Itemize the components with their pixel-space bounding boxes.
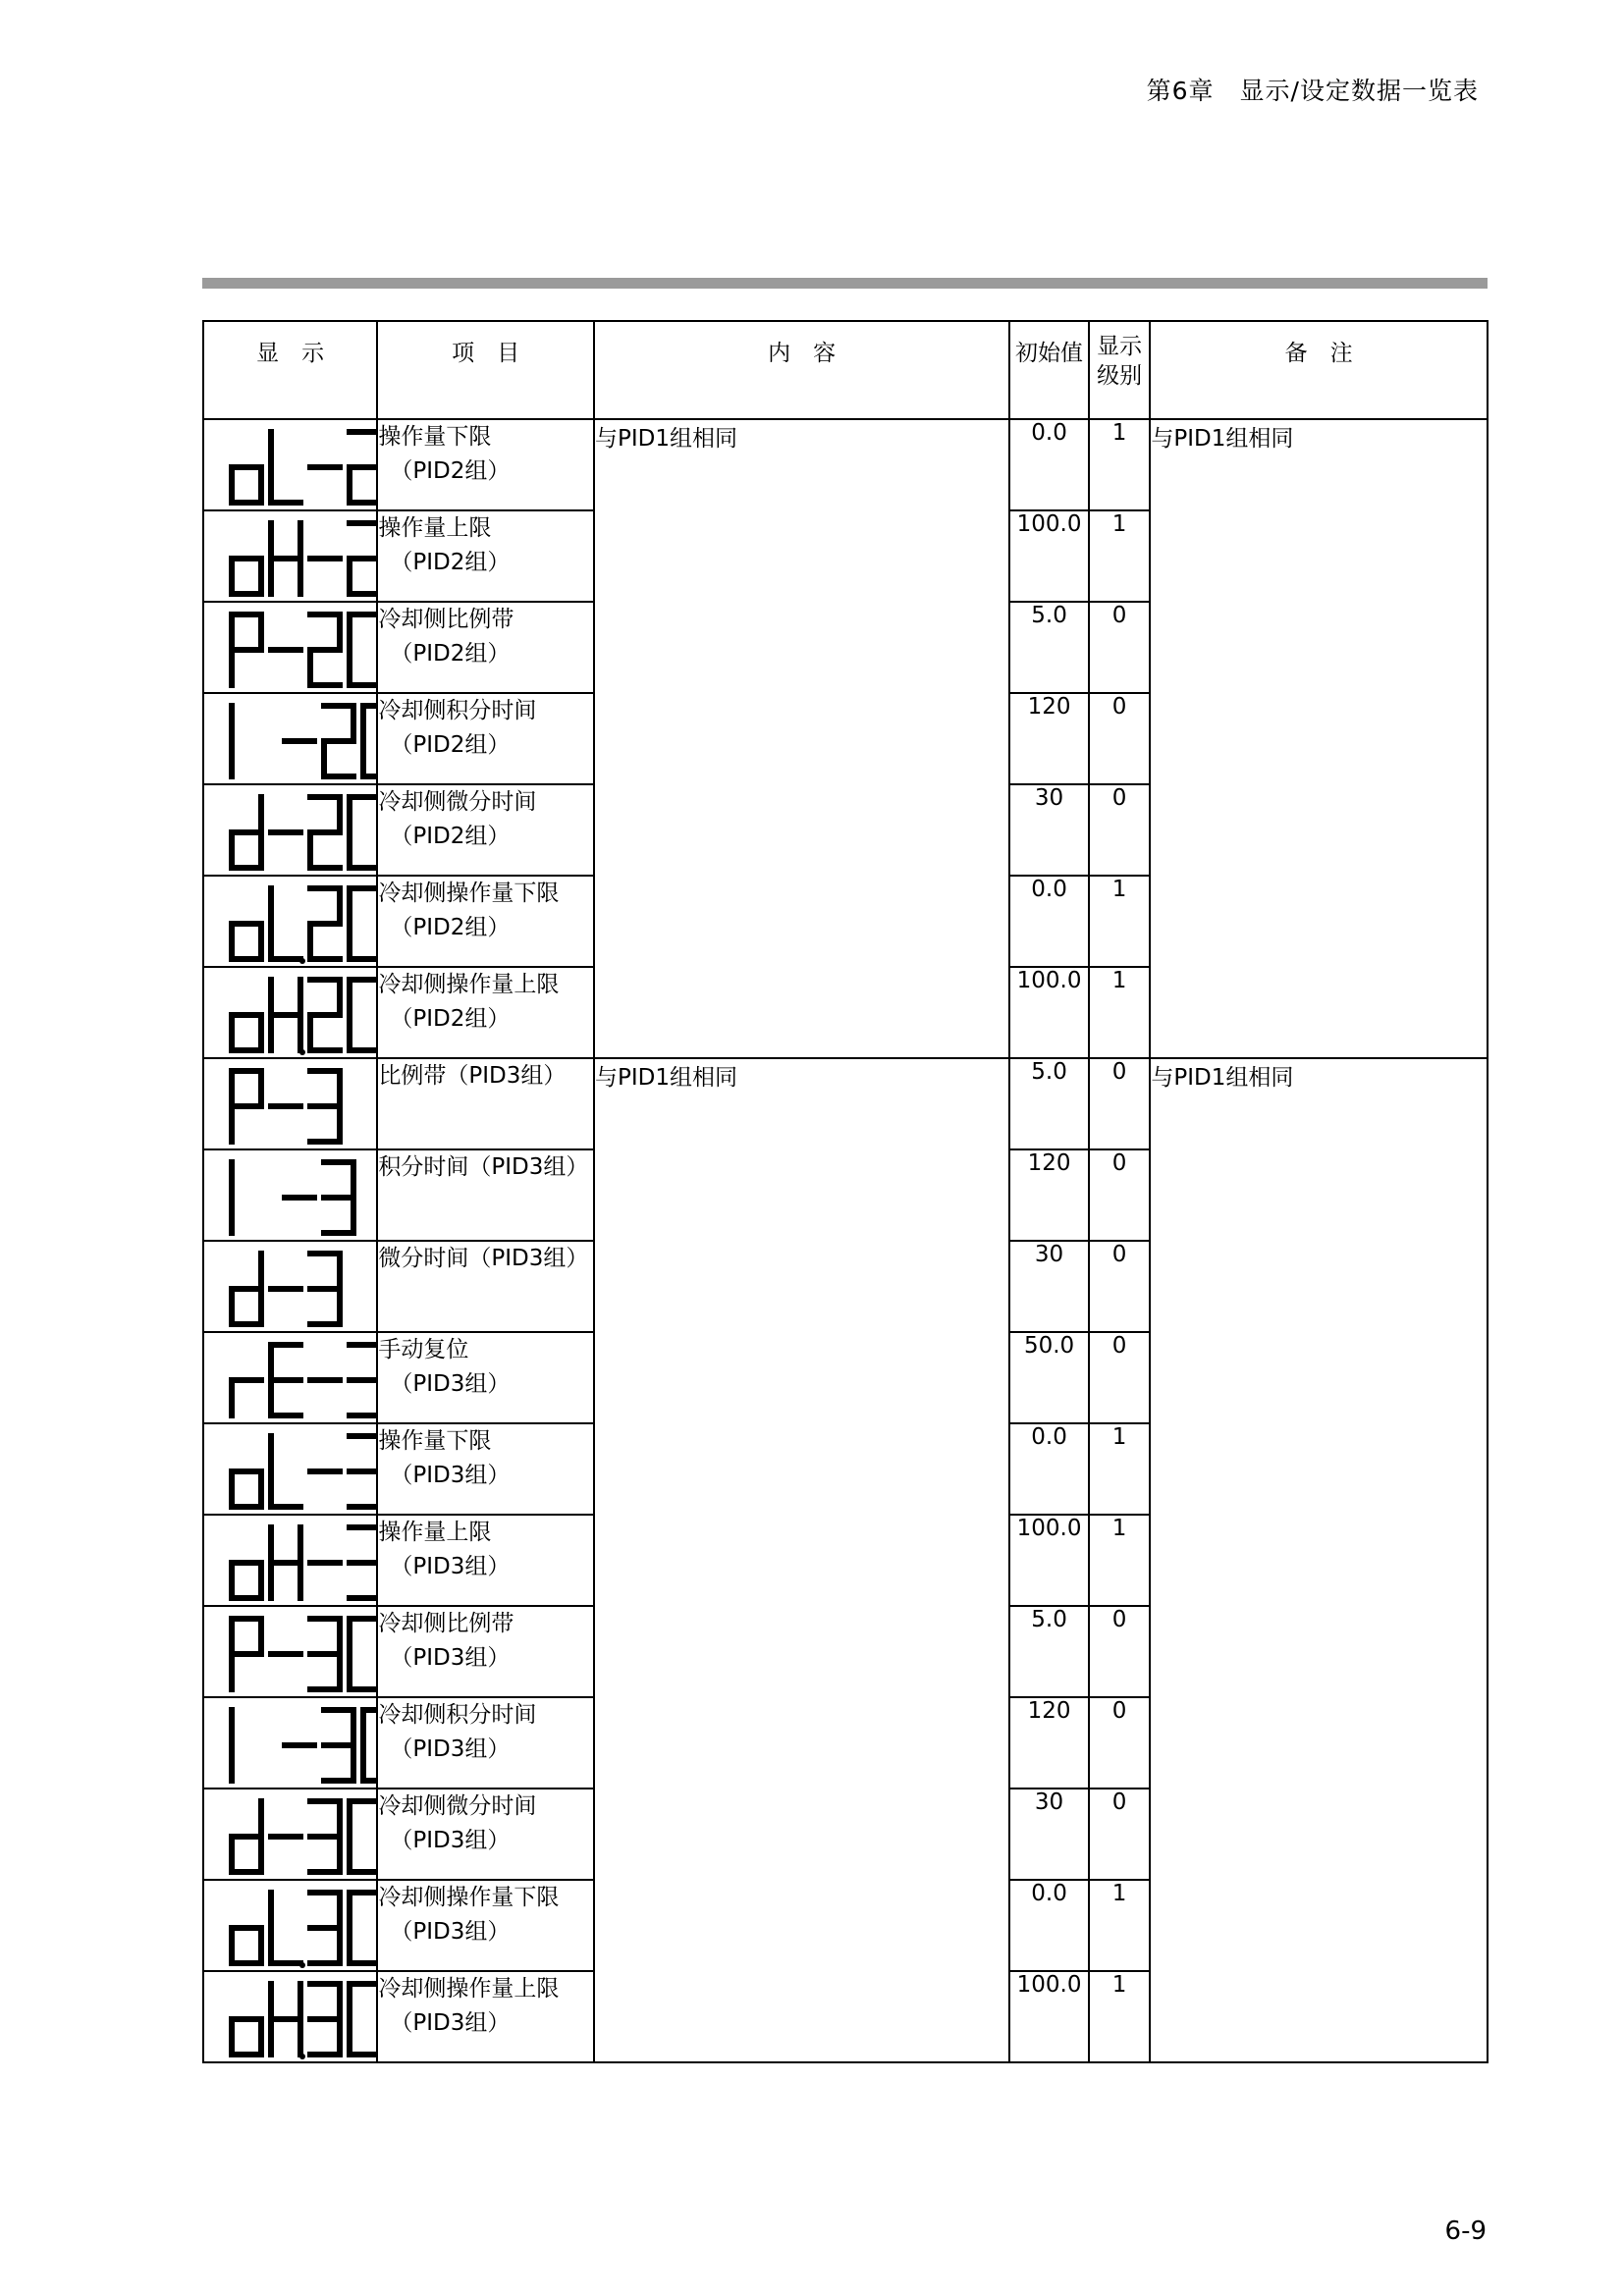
initial-value-cell: 120: [1009, 693, 1089, 784]
initial-value-cell: 100.0: [1009, 510, 1089, 602]
item-label: 冷却侧操作量上限: [378, 1976, 560, 2002]
display-code-cell: [203, 1880, 377, 1971]
item-label: 冷却侧积分时间: [378, 1702, 537, 1728]
header-note: 备 注: [1150, 321, 1488, 419]
display-level-cell: 0: [1089, 1332, 1150, 1423]
display-level-cell: 0: [1089, 1241, 1150, 1332]
item-cell: [377, 1697, 594, 1789]
item-cell: [377, 1971, 594, 2062]
item-cell: [377, 1058, 594, 1149]
display-level-cell: 0: [1089, 1789, 1150, 1880]
item-label: 手动复位: [378, 1337, 469, 1362]
display-level-cell: 1: [1089, 419, 1150, 510]
page-number: 6-9: [1444, 2216, 1487, 2246]
segment-dot: [299, 2054, 305, 2059]
lcd-code-glyph: [204, 694, 377, 783]
display-code-cell: [203, 510, 377, 602]
lcd-code-glyph: [204, 1424, 377, 1514]
segment-dot: [299, 1049, 305, 1055]
lcd-code-glyph: [204, 1972, 377, 2061]
display-code-cell: [203, 967, 377, 1058]
display-code-cell: [203, 602, 377, 693]
lcd-code-glyph: [204, 1150, 377, 1240]
lcd-code-glyph: [204, 1516, 377, 1605]
item-label: 操作量下限: [378, 1428, 492, 1454]
display-level-cell: 0: [1089, 784, 1150, 876]
display-code-cell: [203, 1789, 377, 1880]
display-level-cell: 1: [1089, 1880, 1150, 1971]
item-group-label: （PID3组）: [390, 2010, 511, 2036]
display-code-cell: [203, 1241, 377, 1332]
initial-value-cell: 0.0: [1009, 876, 1089, 967]
item-label: 冷却侧操作量下限: [378, 1885, 560, 1910]
item-cell: [377, 1789, 594, 1880]
item-group-label: （PID3组）: [390, 1645, 511, 1671]
segment-dot: [299, 958, 305, 964]
item-group-label: （PID3组）: [390, 1736, 511, 1762]
lcd-code-glyph: [204, 1059, 377, 1148]
lcd-code-glyph: [204, 420, 377, 509]
item-label: 积分时间（PID3组）: [378, 1154, 589, 1180]
item-group-label: （PID2组）: [390, 915, 511, 940]
note-cell: 与PID1组相同: [1150, 419, 1488, 1058]
lcd-code-glyph: [204, 877, 377, 966]
item-cell: [377, 1423, 594, 1515]
item-cell: [377, 419, 594, 510]
initial-value-cell: 0.0: [1009, 419, 1089, 510]
content-cell: 与PID1组相同: [594, 1058, 1009, 2062]
display-code-cell: [203, 693, 377, 784]
initial-value-cell: 5.0: [1009, 602, 1089, 693]
item-label: 冷却侧积分时间: [378, 698, 537, 723]
header-display: 显 示: [203, 321, 377, 419]
initial-value-cell: 100.0: [1009, 967, 1089, 1058]
header-rule: [202, 278, 1488, 289]
initial-value-cell: 5.0: [1009, 1606, 1089, 1697]
item-label: 操作量上限: [378, 1520, 492, 1545]
display-code-cell: [203, 1971, 377, 2062]
display-code-cell: [203, 1332, 377, 1423]
initial-value-cell: 50.0: [1009, 1332, 1089, 1423]
content-cell: 与PID1组相同: [594, 419, 1009, 1058]
initial-value-cell: 30: [1009, 784, 1089, 876]
lcd-code-glyph: [204, 603, 377, 692]
table-row: [203, 419, 1488, 510]
display-code-cell: [203, 1697, 377, 1789]
display-level-cell: 1: [1089, 1423, 1150, 1515]
item-label: 冷却侧比例带: [378, 1611, 514, 1636]
item-cell: [377, 1332, 594, 1423]
item-cell: [377, 876, 594, 967]
lcd-code-glyph: [204, 1333, 377, 1422]
display-code-cell: [203, 1423, 377, 1515]
table-header-row: [203, 321, 1488, 419]
display-code-cell: [203, 784, 377, 876]
item-group-label: （PID3组）: [390, 1554, 511, 1579]
item-cell: [377, 1880, 594, 1971]
display-level-cell: 0: [1089, 1606, 1150, 1697]
item-label: 冷却侧比例带: [378, 607, 514, 632]
initial-value-cell: 0.0: [1009, 1423, 1089, 1515]
display-level-cell: 1: [1089, 876, 1150, 967]
item-cell: [377, 510, 594, 602]
display-code-cell: [203, 1515, 377, 1606]
item-cell: [377, 602, 594, 693]
header-level: 显示 级别: [1089, 321, 1150, 419]
item-cell: [377, 1606, 594, 1697]
item-group-label: （PID3组）: [390, 1828, 511, 1853]
item-group-label: （PID3组）: [390, 1919, 511, 1945]
lcd-code-glyph: [204, 1881, 377, 1970]
initial-value-cell: 5.0: [1009, 1058, 1089, 1149]
segment-dot: [299, 1962, 305, 1968]
table-body: [203, 419, 1488, 2062]
initial-value-cell: 0.0: [1009, 1880, 1089, 1971]
item-cell: [377, 784, 594, 876]
initial-value-cell: 100.0: [1009, 1971, 1089, 2062]
item-group-label: （PID3组）: [390, 1371, 511, 1397]
display-level-cell: 0: [1089, 1697, 1150, 1789]
display-level-cell: 0: [1089, 602, 1150, 693]
display-level-cell: 1: [1089, 1971, 1150, 2062]
display-code-cell: [203, 1058, 377, 1149]
display-level-cell: 1: [1089, 510, 1150, 602]
note-cell: 与PID1组相同: [1150, 1058, 1488, 2062]
table-row: [203, 1058, 1488, 1149]
item-label: 冷却侧操作量下限: [378, 881, 560, 906]
lcd-code-glyph: [204, 511, 377, 601]
lcd-code-glyph: [204, 1789, 377, 1879]
item-label: 冷却侧操作量上限: [378, 972, 560, 997]
display-level-cell: 1: [1089, 967, 1150, 1058]
initial-value-cell: 100.0: [1009, 1515, 1089, 1606]
display-code-cell: [203, 419, 377, 510]
parameter-table: [202, 320, 1489, 2063]
item-label: 操作量上限: [378, 515, 492, 541]
display-level-cell: 1: [1089, 1515, 1150, 1606]
display-level-cell: 0: [1089, 693, 1150, 784]
display-level-cell: 0: [1089, 1149, 1150, 1241]
item-label: 冷却侧微分时间: [378, 1793, 537, 1819]
item-label: 比例带（PID3组）: [378, 1063, 567, 1089]
item-group-label: （PID3组）: [390, 1463, 511, 1488]
display-level-cell: 0: [1089, 1058, 1150, 1149]
lcd-code-glyph: [204, 1242, 377, 1331]
display-code-cell: [203, 1606, 377, 1697]
item-label: 微分时间（PID3组）: [378, 1246, 589, 1271]
display-code-cell: [203, 876, 377, 967]
item-cell: [377, 1241, 594, 1332]
item-label: 操作量下限: [378, 424, 492, 450]
initial-value-cell: 120: [1009, 1149, 1089, 1241]
item-group-label: （PID2组）: [390, 732, 511, 758]
item-group-label: （PID2组）: [390, 458, 511, 484]
lcd-code-glyph: [204, 1607, 377, 1696]
item-group-label: （PID2组）: [390, 550, 511, 575]
item-cell: [377, 1149, 594, 1241]
header-initial: 初始值: [1009, 321, 1089, 419]
lcd-code-glyph: [204, 1698, 377, 1788]
initial-value-cell: 30: [1009, 1241, 1089, 1332]
initial-value-cell: 30: [1009, 1789, 1089, 1880]
item-group-label: （PID2组）: [390, 1006, 511, 1032]
lcd-code-glyph: [204, 968, 377, 1057]
initial-value-cell: 120: [1009, 1697, 1089, 1789]
item-label: 冷却侧微分时间: [378, 789, 537, 815]
lcd-code-glyph: [204, 785, 377, 875]
display-code-cell: [203, 1149, 377, 1241]
item-cell: [377, 693, 594, 784]
chapter-header: 第6章 显示/设定数据一览表: [1146, 77, 1479, 105]
item-cell: [377, 967, 594, 1058]
header-item: 项 目: [377, 321, 594, 419]
header-content: 内 容: [594, 321, 1009, 419]
item-group-label: （PID2组）: [390, 641, 511, 667]
item-group-label: （PID2组）: [390, 824, 511, 849]
item-cell: [377, 1515, 594, 1606]
